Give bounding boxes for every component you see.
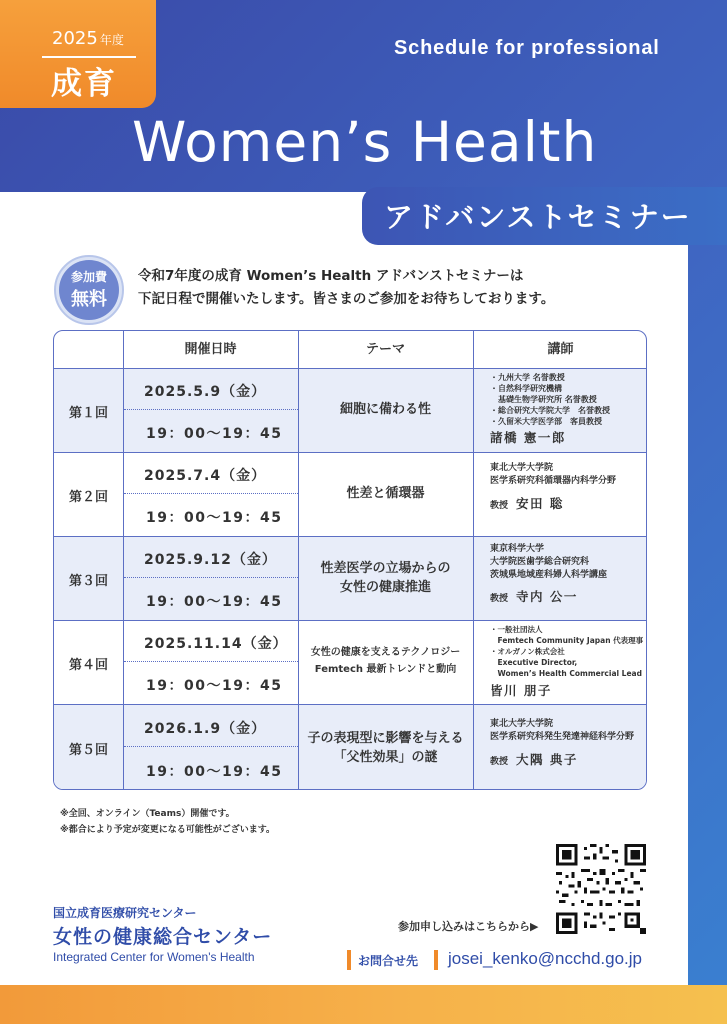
affiliation-line: ・自然科学研究機構 xyxy=(490,384,562,393)
round-label: 第３回 xyxy=(68,574,108,589)
lecturer-info xyxy=(490,624,646,698)
round-label: 第４回 xyxy=(68,658,108,673)
session-date: 2025.9.12（金） xyxy=(144,552,277,568)
note-line: ※全回、オンライン（Teams）開催です。 xyxy=(60,809,235,819)
header-theme: テーマ xyxy=(365,342,405,357)
schedule-table xyxy=(53,330,647,790)
theme-line: 細胞に備わる性 xyxy=(339,402,431,417)
affiliation-line: Femtech Community Japan 代表理事 xyxy=(490,636,644,645)
divider xyxy=(124,409,298,410)
affiliation-line: ・一般社団法人 xyxy=(490,625,543,634)
free-label: 無料 xyxy=(71,289,107,310)
divider xyxy=(473,331,474,790)
session-theme xyxy=(298,644,473,678)
footer-strip xyxy=(0,985,727,1024)
affiliation-line: 東京科学大学 xyxy=(490,544,545,554)
apply-link[interactable]: 参加申し込みはこちらから▶ xyxy=(398,920,539,933)
theme-line: 子の表現型に影響を与える xyxy=(307,731,464,746)
divider xyxy=(54,704,647,705)
affiliation-line: 茨城県地域産科婦人科学講座 xyxy=(490,570,608,580)
divider xyxy=(124,746,298,747)
round-label: 第５回 xyxy=(68,743,108,758)
page-title: Women’s Health xyxy=(132,110,598,174)
lecturer-name: 大隅 典子 xyxy=(516,752,578,767)
affiliation-line: ・久留米大学医学部 客員教授 xyxy=(490,417,602,426)
divider xyxy=(124,493,298,494)
affiliation-line: 東北大学大学院 xyxy=(490,463,554,473)
contact-label: お問合せ先 xyxy=(358,954,419,968)
affiliation-line: 基礎生物学研究所 名誉教授 xyxy=(490,395,597,404)
affiliation-line: 大学院医歯学総合研究科 xyxy=(490,557,590,567)
contact-email[interactable]: josei_kenko@ncchd.go.jp xyxy=(448,949,642,968)
affiliation-line: ・総合研究大学院大学 名誉教授 xyxy=(490,406,610,415)
theme-line: 女性の健康推進 xyxy=(339,580,431,595)
header-lecturer: 講師 xyxy=(547,342,574,357)
lecturer-info xyxy=(490,372,646,445)
session-theme xyxy=(298,484,473,503)
theme-line: Femtech 最新トレンドと動向 xyxy=(314,664,457,675)
seminar-subtitle: アドバンストセミナー xyxy=(384,200,692,234)
lecturer-info xyxy=(490,543,646,606)
affiliation-line: 医学系研究科発生発達神経科学分野 xyxy=(490,732,635,742)
free-badge xyxy=(59,260,119,320)
note-line: ※都合により予定が変更になる可能性がございます。 xyxy=(60,825,276,835)
lecturer-name: 寺内 公一 xyxy=(516,589,578,604)
accent-bar xyxy=(434,950,438,970)
session-date: 2025.11.14（金） xyxy=(144,636,288,652)
affiliation-line: 医学系研究科循環器内科学分野 xyxy=(490,476,617,486)
lecturer-info xyxy=(490,718,646,769)
affiliation-line: Executive Director, xyxy=(490,658,578,667)
intro-line: 下記日程で開催いたします。皆さまのご参加をお待ちしております。 xyxy=(138,291,555,307)
round-label: 第１回 xyxy=(68,406,108,421)
theme-line: 性差と循環器 xyxy=(346,486,425,501)
divider xyxy=(54,620,647,621)
session-time: 19：00～19：45 xyxy=(146,426,283,442)
theme-line: 性差医学の立場からの xyxy=(320,561,451,576)
fee-label: 参加費 xyxy=(70,270,107,284)
affiliation-line: Women’s Health Commercial Lead xyxy=(490,669,642,678)
session-time: 19：00～19：45 xyxy=(146,510,283,526)
lecturer-role: 教授 xyxy=(490,594,509,604)
session-theme xyxy=(298,729,473,767)
year-badge xyxy=(0,0,156,108)
intro-line: 令和7年度の成育 Women’s Health アドバンストセミナーは xyxy=(138,268,524,284)
qr-code[interactable] xyxy=(556,844,646,934)
divider xyxy=(123,331,124,790)
org-english-name: Integrated Center for Women's Health xyxy=(53,950,255,964)
theme-line: 「父性効果」の謎 xyxy=(333,750,438,765)
lecturer-name: 安田 聡 xyxy=(516,496,564,511)
divider xyxy=(54,368,647,369)
divider xyxy=(54,452,647,453)
lecturer-name: 諸橋 憲一郎 xyxy=(490,430,566,445)
org-name: 女性の健康総合センター xyxy=(53,926,273,948)
lecturer-role: 教授 xyxy=(490,757,509,767)
divider xyxy=(124,577,298,578)
lecturer-info xyxy=(490,462,646,513)
lecturer-role: 教授 xyxy=(490,501,509,511)
divider xyxy=(124,661,298,662)
session-date: 2026.1.9（金） xyxy=(144,721,267,737)
org-parent-name: 国立成育医療研究センター xyxy=(53,906,197,920)
session-date: 2025.7.4（金） xyxy=(144,468,267,484)
session-theme xyxy=(298,400,473,419)
session-theme xyxy=(298,559,473,597)
lecturer-name: 皆川 朋子 xyxy=(490,683,552,698)
session-date: 2025.5.9（金） xyxy=(144,384,267,400)
year-label: 2025 年度 xyxy=(52,28,124,49)
affiliation-line: ・オルガノン株式会社 xyxy=(490,647,565,656)
theme-line: 女性の健康を支えるテクノロジー xyxy=(310,647,461,658)
round-label: 第２回 xyxy=(68,490,108,505)
accent-bar xyxy=(347,950,351,970)
session-time: 19：00～19：45 xyxy=(146,678,283,694)
session-time: 19：00～19：45 xyxy=(146,764,283,780)
header-datetime: 開催日時 xyxy=(184,342,237,357)
session-time: 19：00～19：45 xyxy=(146,594,283,610)
divider xyxy=(54,536,647,537)
affiliation-line: 東北大学大学院 xyxy=(490,719,554,729)
notes xyxy=(60,806,275,838)
intro-text xyxy=(138,265,554,311)
schedule-label: Schedule for professional xyxy=(394,37,660,59)
affiliation-line: ・九州大学 名誉教授 xyxy=(490,373,565,382)
brand-label: 成育 xyxy=(51,66,117,102)
